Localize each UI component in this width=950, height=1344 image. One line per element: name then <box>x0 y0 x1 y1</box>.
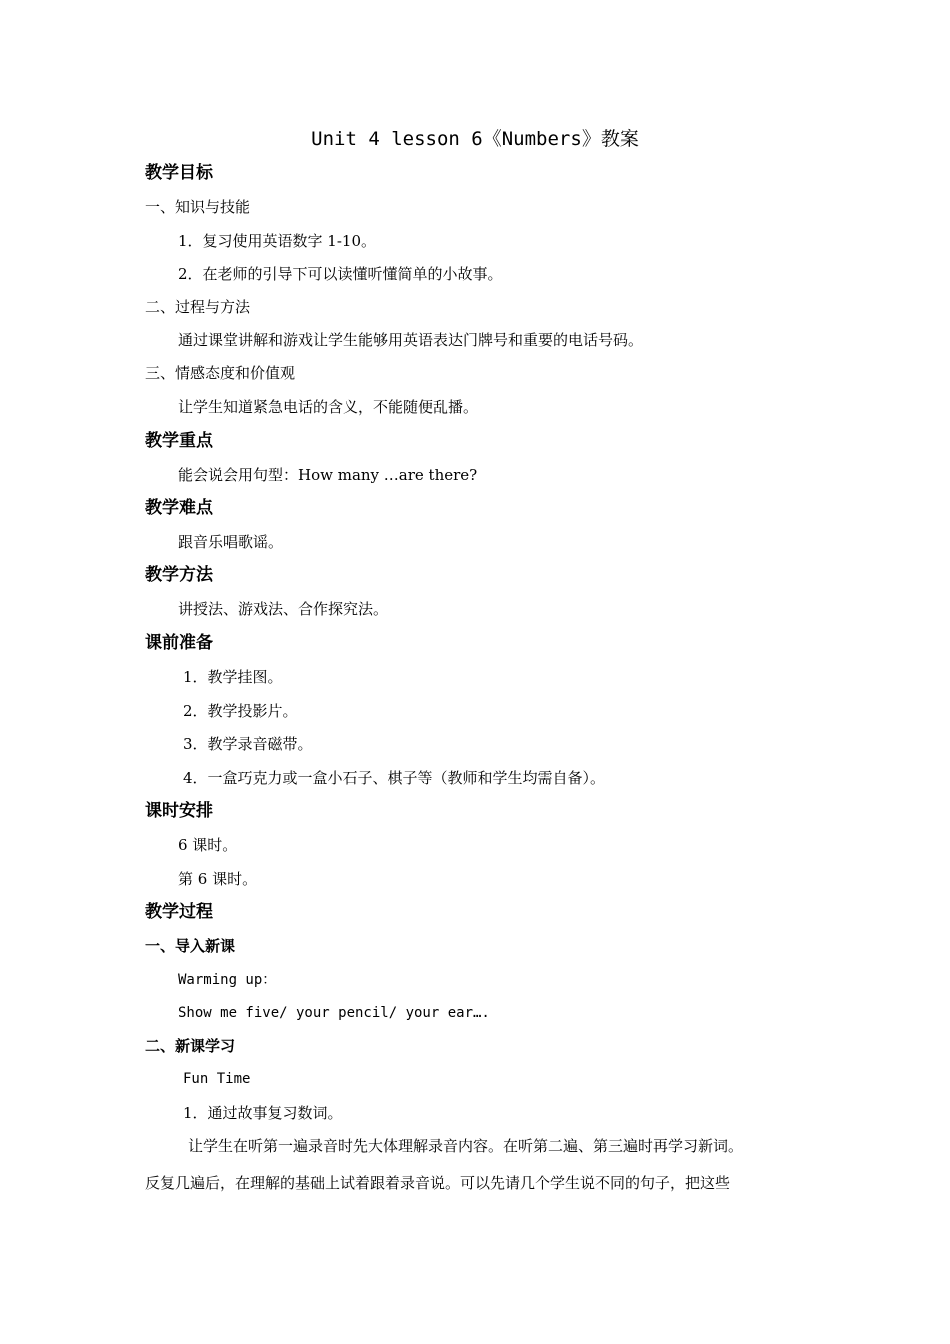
prep-item-3: 3．教学录音磁带。 <box>183 735 313 753</box>
show-me-text: Show me five/ your pencil/ your ear…. <box>178 1005 490 1021</box>
teaching-methods-text: 讲授法、游戏法、合作探究法。 <box>178 600 389 618</box>
new-lesson-paragraph-line-2: 反复几遍后，在理解的基础上试着跟着录音说。可以先请几个学生说不同的句子，把这些 <box>145 1174 731 1192</box>
goal-item-2: 2．在老师的引导下可以读懂听懂简单的小故事。 <box>178 265 503 283</box>
heading-schedule: 课时安排 <box>145 801 213 821</box>
subheading-process-method: 二、过程与方法 <box>145 298 251 316</box>
subheading-new-lesson: 二、新课学习 <box>145 1037 236 1055</box>
new-lesson-item-1: 1．通过故事复习数词。 <box>183 1104 343 1122</box>
heading-teaching-process: 教学过程 <box>145 902 213 922</box>
schedule-text-1: 6 课时。 <box>178 836 238 854</box>
schedule-text-2: 第 6 课时。 <box>178 870 258 888</box>
goal-item-1: 1．复习使用英语数字 1-10。 <box>178 232 377 250</box>
heading-preparation: 课前准备 <box>145 633 213 653</box>
prep-item-2: 2．教学投影片。 <box>183 702 298 720</box>
process-method-text: 通过课堂讲解和游戏让学生能够用英语表达门牌号和重要的电话号码。 <box>178 331 644 349</box>
key-points-text: 能会说会用句型：How many …are there? <box>178 466 478 484</box>
prep-item-4: 4．一盒巧克力或一盒小石子、棋子等（教师和学生均需自备）。 <box>183 769 606 787</box>
prep-item-1: 1．教学挂图。 <box>183 668 283 686</box>
difficulties-text: 跟音乐唱歌谣。 <box>178 533 284 551</box>
new-lesson-paragraph-line-1: 让学生在听第一遍录音时先大体理解录音内容。在听第二遍、第三遍时再学习新词。 <box>188 1137 744 1155</box>
document-title: Unit 4 lesson 6《Numbers》教案 <box>311 128 639 150</box>
warming-up-text: Warming up： <box>178 972 277 988</box>
attitude-values-text: 让学生知道紧急电话的含义，不能随便乱播。 <box>178 398 479 416</box>
heading-teaching-goals: 教学目标 <box>145 163 213 183</box>
subheading-introduction: 一、导入新课 <box>145 937 236 955</box>
heading-difficulties: 教学难点 <box>145 498 213 518</box>
fun-time-text: Fun Time <box>183 1071 251 1087</box>
subheading-attitude-values: 三、情感态度和价值观 <box>145 364 296 382</box>
heading-key-points: 教学重点 <box>145 431 213 451</box>
subheading-knowledge-skills: 一、知识与技能 <box>145 198 251 216</box>
heading-teaching-methods: 教学方法 <box>145 565 213 585</box>
